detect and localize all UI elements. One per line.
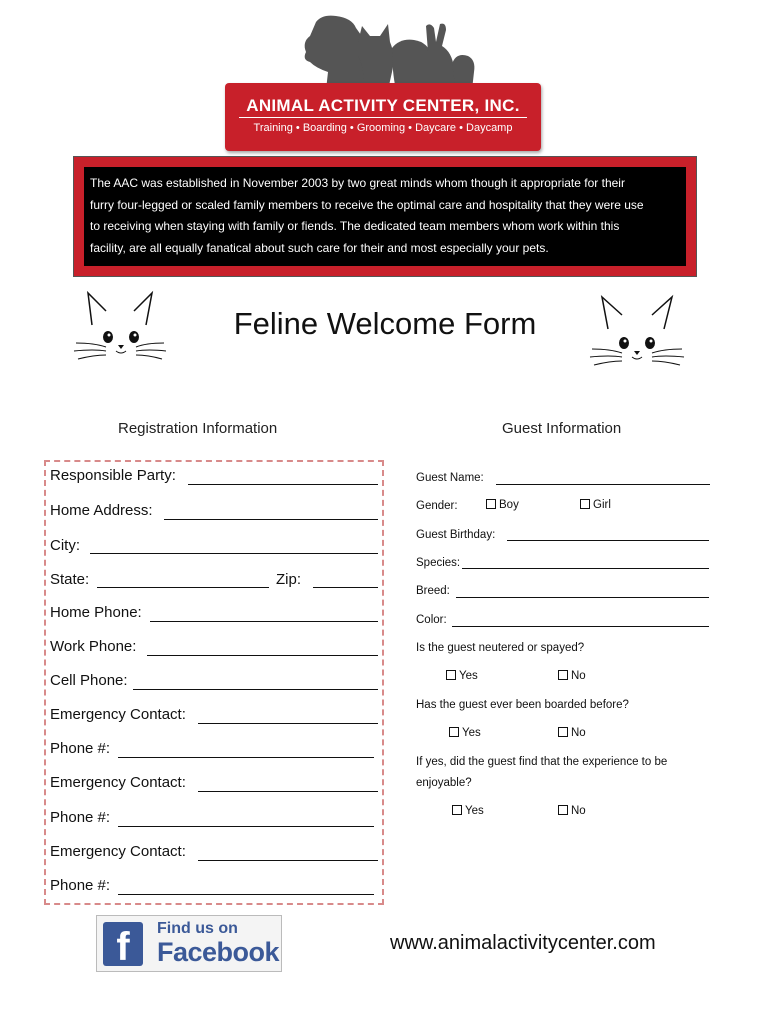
color-field[interactable]: [452, 626, 709, 627]
color-label: Color:: [416, 614, 447, 626]
home-address-field[interactable]: [164, 519, 378, 520]
about-line: facility, are all equally fanatical about such care for their and most especially your pets.: [90, 240, 549, 255]
company-services: Training • Boarding • Grooming • Daycare • Daycamp: [253, 122, 513, 134]
gender-boy-option[interactable]: [486, 499, 519, 511]
registration-heading: Registration Information: [118, 420, 278, 437]
gender-label: Gender:: [416, 500, 458, 512]
enjoyable-yes-option[interactable]: [452, 805, 484, 817]
yes-label: Yes: [465, 805, 484, 817]
neutered-yes-option[interactable]: [446, 670, 478, 682]
cell-phone-field[interactable]: [133, 689, 378, 690]
breed-field[interactable]: [456, 597, 709, 598]
facebook-badge[interactable]: [96, 915, 282, 972]
emergency-contact-label: Emergency Contact:: [50, 843, 186, 860]
enjoyable-no-option[interactable]: [558, 805, 586, 817]
checkbox-icon[interactable]: [558, 727, 568, 737]
boy-label: Boy: [499, 499, 519, 511]
enjoyable-question-line2: enjoyable?: [416, 777, 472, 789]
checkbox-icon[interactable]: [558, 670, 568, 680]
state-field[interactable]: [97, 587, 269, 588]
form-title: Feline Welcome Form: [233, 306, 537, 341]
about-line: The AAC was established in November 2003 by two great minds whom though it appropriate for their: [90, 176, 625, 190]
checkbox-icon[interactable]: [558, 805, 568, 815]
checkbox-icon[interactable]: [449, 727, 459, 737]
about-line: furry four-legged or scaled family members to receive the optimal care and hospitality that they were use: [90, 197, 644, 212]
about-box: [73, 156, 697, 277]
guest-birthday-label: Guest Birthday:: [416, 529, 496, 541]
phone-field[interactable]: [118, 894, 374, 895]
company-name: ANIMAL ACTIVITY CENTER, INC.: [246, 96, 520, 115]
work-phone-label: Work Phone:: [50, 638, 137, 655]
neutered-no-option[interactable]: [558, 670, 586, 682]
state-label: State:: [50, 571, 90, 588]
no-label: No: [571, 727, 586, 739]
about-line: to receiving when staying with family or fiends. The dedicated team members whom work within this: [90, 219, 620, 233]
home-phone-label: Home Phone:: [50, 604, 142, 621]
pets-silhouette-logo: [296, 12, 486, 90]
checkbox-icon[interactable]: [486, 499, 496, 509]
responsible-party-label: Responsible Party:: [50, 467, 176, 484]
checkbox-icon[interactable]: [446, 670, 456, 680]
cell-phone-label: Cell Phone:: [50, 672, 128, 689]
breed-label: Breed:: [416, 585, 450, 597]
no-label: No: [571, 670, 586, 682]
facebook-line2: Facebook: [157, 937, 280, 967]
yes-label: Yes: [459, 670, 478, 682]
about-text: [84, 167, 686, 266]
responsible-party-field[interactable]: [188, 484, 378, 485]
phone-field[interactable]: [118, 826, 374, 827]
checkbox-icon[interactable]: [452, 805, 462, 815]
facebook-icon: f: [103, 922, 143, 966]
emergency-contact-field[interactable]: [198, 791, 378, 792]
checkbox-icon[interactable]: [580, 499, 590, 509]
guest-name-label: Guest Name:: [416, 472, 484, 484]
species-field[interactable]: [462, 568, 709, 569]
website-link[interactable]: www.animalactivitycenter.com: [390, 932, 656, 954]
phone-label: Phone #:: [50, 740, 111, 757]
girl-label: Girl: [593, 499, 611, 511]
city-field[interactable]: [90, 553, 378, 554]
neutered-question: Is the guest neutered or spayed?: [416, 642, 585, 654]
emergency-contact-field[interactable]: [198, 723, 378, 724]
enjoyable-question-line1: If yes, did the guest find that the experience to be: [416, 756, 668, 768]
logo-divider: [239, 117, 527, 118]
gender-girl-option[interactable]: [580, 499, 611, 511]
work-phone-field[interactable]: [147, 655, 378, 656]
emergency-contact-label: Emergency Contact:: [50, 774, 186, 791]
zip-label: Zip:: [276, 571, 302, 588]
phone-label: Phone #:: [50, 877, 111, 894]
phone-label: Phone #:: [50, 809, 111, 826]
guest-name-field[interactable]: [496, 484, 710, 485]
city-label: City:: [50, 537, 80, 554]
species-label: Species:: [416, 557, 461, 569]
cat-face-icon: [586, 293, 686, 373]
yes-label: Yes: [462, 727, 481, 739]
boarded-yes-option[interactable]: [449, 727, 481, 739]
no-label: No: [571, 805, 586, 817]
guest-heading: Guest Information: [502, 420, 622, 437]
guest-birthday-field[interactable]: [507, 540, 709, 541]
emergency-contact-field[interactable]: [198, 860, 378, 861]
emergency-contact-label: Emergency Contact:: [50, 706, 186, 723]
boarded-question: Has the guest ever been boarded before?: [416, 699, 629, 711]
facebook-line1: Find us on: [157, 920, 238, 937]
logo-banner: [225, 83, 541, 151]
phone-field[interactable]: [118, 757, 374, 758]
home-address-label: Home Address:: [50, 502, 153, 519]
boarded-no-option[interactable]: [558, 727, 586, 739]
home-phone-field[interactable]: [150, 621, 378, 622]
zip-field[interactable]: [313, 587, 378, 588]
